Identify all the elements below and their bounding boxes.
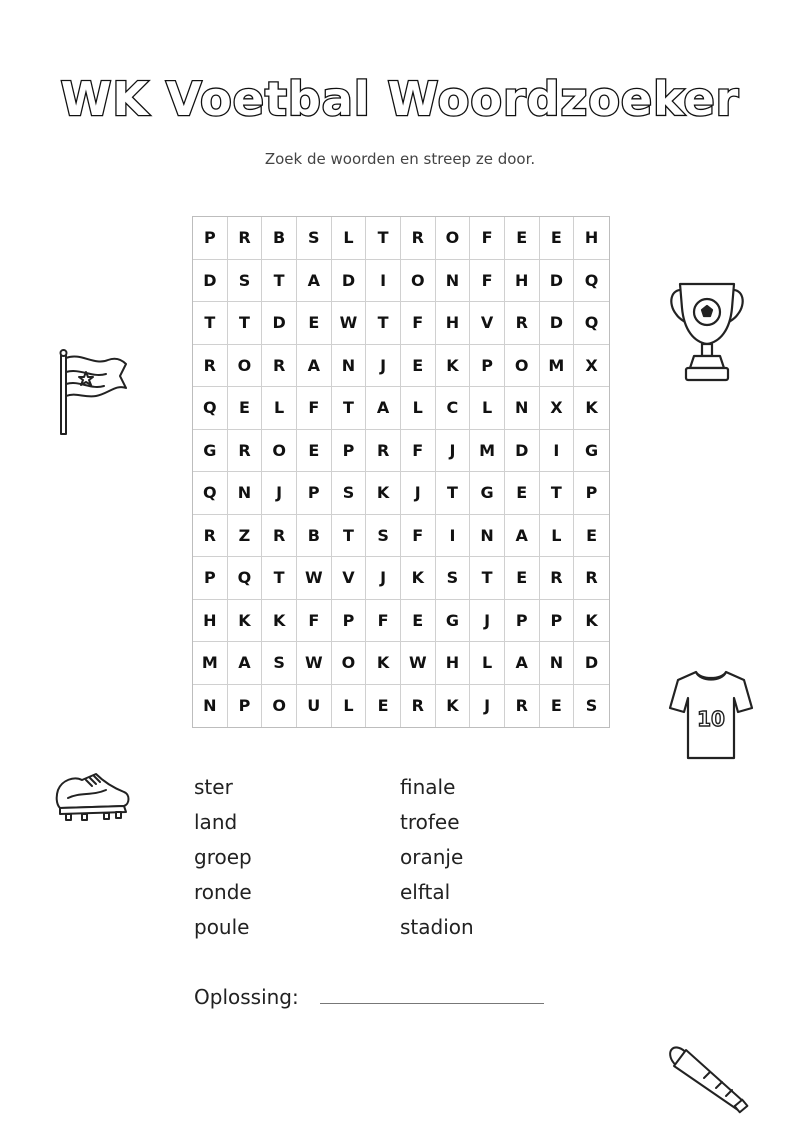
grid-cell[interactable]: H xyxy=(436,302,471,345)
grid-cell[interactable]: O xyxy=(332,642,367,685)
grid-cell[interactable]: R xyxy=(401,217,436,260)
grid-cell[interactable]: J xyxy=(436,430,471,473)
grid-cell[interactable]: F xyxy=(297,600,332,643)
grid-cell[interactable]: S xyxy=(228,260,263,303)
grid-cell[interactable]: X xyxy=(574,345,609,388)
grid-cell[interactable]: T xyxy=(228,302,263,345)
grid-cell[interactable]: S xyxy=(366,515,401,558)
grid-cell[interactable]: S xyxy=(262,642,297,685)
grid-cell[interactable]: V xyxy=(332,557,367,600)
grid-cell[interactable]: K xyxy=(574,600,609,643)
grid-cell[interactable]: Q xyxy=(193,472,228,515)
grid-cell[interactable]: N xyxy=(470,515,505,558)
grid-cell[interactable]: F xyxy=(297,387,332,430)
solution-answer-line[interactable] xyxy=(320,1003,544,1004)
grid-cell[interactable]: F xyxy=(470,217,505,260)
grid-cell[interactable]: O xyxy=(401,260,436,303)
grid-cell[interactable]: M xyxy=(193,642,228,685)
grid-cell[interactable]: R xyxy=(574,557,609,600)
grid-cell[interactable]: E xyxy=(505,472,540,515)
grid-cell[interactable]: O xyxy=(262,685,297,728)
grid-cell[interactable]: E xyxy=(505,557,540,600)
grid-cell[interactable]: R xyxy=(228,217,263,260)
grid-cell[interactable]: E xyxy=(540,685,575,728)
grid-cell[interactable]: N xyxy=(505,387,540,430)
word-item: ster xyxy=(194,775,233,799)
grid-cell[interactable]: M xyxy=(540,345,575,388)
grid-cell[interactable]: L xyxy=(332,217,367,260)
grid-cell[interactable]: T xyxy=(193,302,228,345)
grid-cell[interactable]: R xyxy=(540,557,575,600)
grid-cell[interactable]: J xyxy=(366,557,401,600)
grid-cell[interactable]: I xyxy=(366,260,401,303)
vuvuzela-icon xyxy=(664,1044,750,1118)
word-item: finale xyxy=(400,775,456,799)
grid-cell[interactable]: N xyxy=(436,260,471,303)
grid-cell[interactable]: T xyxy=(540,472,575,515)
grid-cell[interactable]: R xyxy=(193,345,228,388)
grid-cell[interactable]: O xyxy=(262,430,297,473)
grid-cell[interactable]: K xyxy=(436,685,471,728)
grid-cell[interactable]: E xyxy=(505,217,540,260)
grid-cell[interactable]: K xyxy=(436,345,471,388)
grid-cell[interactable]: O xyxy=(228,345,263,388)
grid-cell[interactable]: L xyxy=(262,387,297,430)
instructions: Zoek de woorden en streep ze door. xyxy=(264,150,536,168)
grid-cell[interactable]: S xyxy=(332,472,367,515)
word-item: ronde xyxy=(194,880,252,904)
grid-cell[interactable]: K xyxy=(401,557,436,600)
grid-cell[interactable]: Q xyxy=(574,260,609,303)
solution-label: Oplossing: xyxy=(194,985,299,1009)
grid-cell[interactable]: P xyxy=(332,430,367,473)
grid-cell[interactable]: E xyxy=(366,685,401,728)
word-item: elftal xyxy=(400,880,451,904)
grid-cell[interactable]: P xyxy=(297,472,332,515)
word-item: trofee xyxy=(400,810,460,834)
page-title: WK Voetbal Woordzoeker xyxy=(60,72,740,126)
grid-cell[interactable]: W xyxy=(332,302,367,345)
grid-cell[interactable]: A xyxy=(297,260,332,303)
grid-cell[interactable]: Q xyxy=(574,302,609,345)
grid-cell[interactable]: D xyxy=(193,260,228,303)
grid-cell[interactable]: Q xyxy=(228,557,263,600)
grid-cell[interactable]: T xyxy=(366,302,401,345)
grid-cell[interactable]: G xyxy=(574,430,609,473)
grid-cell[interactable]: S xyxy=(436,557,471,600)
grid-cell[interactable]: T xyxy=(436,472,471,515)
grid-cell[interactable]: E xyxy=(401,345,436,388)
grid-cell[interactable]: D xyxy=(332,260,367,303)
grid-cell[interactable]: A xyxy=(228,642,263,685)
grid-cell[interactable]: A xyxy=(366,387,401,430)
grid-cell[interactable]: A xyxy=(297,345,332,388)
shirt-icon xyxy=(666,664,756,764)
grid-cell[interactable]: W xyxy=(401,642,436,685)
grid-cell[interactable]: C xyxy=(436,387,471,430)
grid-cell[interactable]: W xyxy=(297,642,332,685)
grid-cell[interactable]: F xyxy=(401,430,436,473)
grid-cell[interactable]: S xyxy=(297,217,332,260)
grid-cell[interactable]: K xyxy=(262,600,297,643)
grid-cell[interactable]: P xyxy=(574,472,609,515)
word-list-left xyxy=(194,772,252,947)
grid-cell[interactable]: D xyxy=(262,302,297,345)
grid-cell[interactable]: G xyxy=(193,430,228,473)
grid-cell[interactable]: P xyxy=(505,600,540,643)
grid-cell[interactable]: P xyxy=(540,600,575,643)
grid-cell[interactable]: T xyxy=(262,260,297,303)
grid-cell[interactable]: E xyxy=(574,515,609,558)
word-item: groep xyxy=(194,845,252,869)
grid-cell[interactable]: W xyxy=(297,557,332,600)
word-search-grid xyxy=(192,216,610,728)
grid-cell[interactable]: R xyxy=(228,430,263,473)
grid-cell[interactable]: N xyxy=(332,345,367,388)
grid-cell[interactable]: E xyxy=(401,600,436,643)
grid-cell[interactable]: E xyxy=(228,387,263,430)
word-item: poule xyxy=(194,915,250,939)
grid-cell[interactable]: P xyxy=(193,557,228,600)
grid-cell[interactable]: G xyxy=(470,472,505,515)
word-item: stadion xyxy=(400,915,474,939)
grid-cell[interactable]: J xyxy=(470,600,505,643)
grid-cell[interactable]: E xyxy=(540,217,575,260)
grid-cell[interactable]: R xyxy=(505,302,540,345)
grid-cell[interactable]: N xyxy=(228,472,263,515)
grid-cell[interactable]: O xyxy=(505,345,540,388)
word-list-right xyxy=(400,772,474,947)
grid-cell[interactable]: J xyxy=(262,472,297,515)
grid-cell[interactable]: H xyxy=(505,260,540,303)
grid-cell[interactable]: G xyxy=(436,600,471,643)
grid-cell[interactable]: X xyxy=(540,387,575,430)
grid-cell[interactable]: Q xyxy=(193,387,228,430)
grid-cell[interactable]: K xyxy=(574,387,609,430)
grid-cell[interactable]: L xyxy=(401,387,436,430)
grid-cell[interactable]: K xyxy=(366,642,401,685)
grid-cell[interactable]: V xyxy=(470,302,505,345)
grid-cell[interactable]: R xyxy=(366,430,401,473)
grid-cell[interactable]: O xyxy=(436,217,471,260)
grid-cell[interactable]: Z xyxy=(228,515,263,558)
grid-cell[interactable]: P xyxy=(193,217,228,260)
grid-cell[interactable]: E xyxy=(297,302,332,345)
grid-cell[interactable]: J xyxy=(401,472,436,515)
grid-cell[interactable]: N xyxy=(193,685,228,728)
grid-cell[interactable]: P xyxy=(470,345,505,388)
grid-cell[interactable]: J xyxy=(470,685,505,728)
grid-cell[interactable]: I xyxy=(540,430,575,473)
grid-cell[interactable]: F xyxy=(470,260,505,303)
grid-cell[interactable]: L xyxy=(470,642,505,685)
grid-cell[interactable]: S xyxy=(585,696,598,716)
grid-cell[interactable]: H xyxy=(436,642,471,685)
grid-cell[interactable]: P xyxy=(332,600,367,643)
grid-cell[interactable]: L xyxy=(332,685,367,728)
word-item: land xyxy=(194,810,238,834)
grid-cell[interactable]: R xyxy=(193,515,228,558)
grid-cell[interactable]: H xyxy=(574,217,609,260)
trophy-icon xyxy=(664,278,750,392)
grid-cell[interactable]: T xyxy=(332,387,367,430)
grid-cell[interactable]: B xyxy=(262,217,297,260)
grid-cell[interactable]: I xyxy=(436,515,471,558)
grid-cell[interactable]: R xyxy=(262,345,297,388)
grid-cell[interactable]: R xyxy=(401,685,436,728)
grid-cell[interactable]: R xyxy=(262,515,297,558)
grid-cell[interactable]: K xyxy=(366,472,401,515)
grid-cell[interactable]: D xyxy=(505,430,540,473)
shirt-number: 10 xyxy=(697,707,725,731)
grid-cell[interactable]: B xyxy=(297,515,332,558)
word-item: oranje xyxy=(400,845,464,869)
grid-cell[interactable]: T xyxy=(470,557,505,600)
grid-cell[interactable]: T xyxy=(332,515,367,558)
grid-cell[interactable]: A xyxy=(505,642,540,685)
grid-cell[interactable]: L xyxy=(470,387,505,430)
grid-cell[interactable]: J xyxy=(366,345,401,388)
grid-cell[interactable]: L xyxy=(540,515,575,558)
flag-icon xyxy=(56,348,132,438)
grid-cell[interactable]: D xyxy=(540,302,575,345)
grid-cell[interactable]: D xyxy=(540,260,575,303)
grid-cell[interactable]: A xyxy=(505,515,540,558)
grid-cell[interactable]: T xyxy=(262,557,297,600)
grid-cell[interactable]: H xyxy=(193,600,228,643)
grid-cell[interactable]: M xyxy=(470,430,505,473)
grid-cell[interactable]: F xyxy=(401,302,436,345)
grid-cell[interactable]: D xyxy=(574,642,609,685)
grid-cell[interactable]: F xyxy=(401,515,436,558)
grid-cell[interactable]: N xyxy=(540,642,575,685)
grid-cell[interactable]: K xyxy=(228,600,263,643)
grid-cell[interactable]: R xyxy=(505,685,540,728)
football-boot-icon xyxy=(52,768,134,824)
grid-cell[interactable]: T xyxy=(366,217,401,260)
grid-cell[interactable]: F xyxy=(366,600,401,643)
grid-cell[interactable]: P xyxy=(228,685,263,728)
grid-cell[interactable]: U xyxy=(297,685,332,728)
grid-cell[interactable]: E xyxy=(297,430,332,473)
